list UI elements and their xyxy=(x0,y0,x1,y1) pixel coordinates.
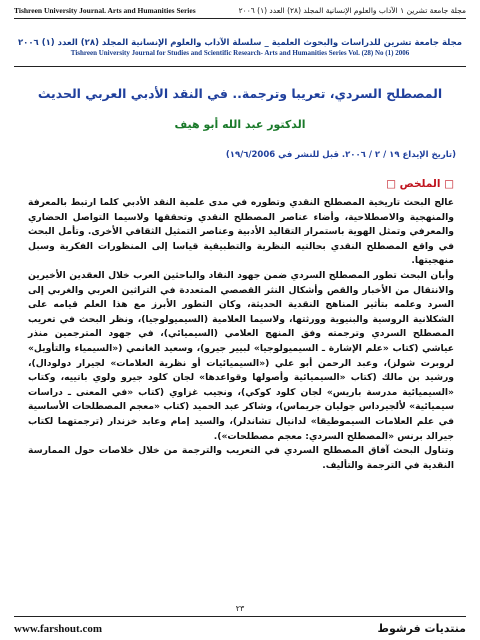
running-header-arabic: مجلة جامعة تشرين ١ الآداب والعلوم الإنسانية المجلد (٢٨) العدد (١) ٢٠٠٦ xyxy=(238,5,466,15)
footer-website[interactable]: www.farshout.com xyxy=(14,623,102,635)
running-header xyxy=(14,4,466,16)
journal-info-rule xyxy=(14,66,466,67)
page-footer xyxy=(14,622,466,635)
journal-info-arabic: مجلة جامعة تشرين للدراسات والبحوث العلمية _ سلسلة الآداب والعلوم الإنسانية المجلد (٢٨) العدد (١) ٢٠٠٦ xyxy=(17,38,463,48)
running-header-english: Tishreen University Journal. Arts and Humanities Series xyxy=(14,5,196,15)
header-rule xyxy=(14,18,466,19)
submission-dates: (تاريخ الإيداع ١٩ / ٢ / ٢٠٠٦. قبل للنشر في ١٩/٦/2006) xyxy=(225,150,456,160)
abstract-paragraph: عالج البحث تاريخية المصطلح النقدي وتطوره في مدى علمية النقد الأدبي كلما ارتبط بالمعرفة والمنهجية والاصطلاحية، وأضاء عناصر المصطلح النقدي وتحققها ولاسيما التواصل الحضاري والمعرفي وتمثل الهوية باستمرار التقاليد الأدبية وعناصر التمثيل الثقافي الأخرى. وتأمل البحث في واقع المصطلح النقدي بحالتيه النظرية والتطبيقية قياسا إلى المنظورات الفكرية وسبل منهجيتها. xyxy=(28,197,454,267)
footer-rule xyxy=(14,616,466,617)
journal-info-block xyxy=(10,38,470,57)
abstract-body xyxy=(28,196,454,473)
page-number: ٢٣ xyxy=(235,604,245,613)
abstract-paragraph: وأبان البحث تطور المصطلح السردي ضمن جهود النقاد والباحثين العرب خلال العقدين الأخيرين والانتقال من الأخبار والقص وأشكال النثر القصصي المتعددة في التراثين العربي والغربي إلى السرد وعلمه بتأثير المناهج النقدية الحديثة، وكان التطور الأبرز مع هذا العلم قيامه على الشكلانية الروسية والبنيوية وورثتها، ولاسيما العلامية (السيميولوجيا)، ونظر البحث في تعريب المصطلح السردي وترجمته وفق المنهج العلامي (السيميائي)، في جهود المترجمين منذر عياشي (كتاب «علم الإشارة ـ السيميولوجيا» لبيير جيرو)، وسعيد الغانمي («السيمياء والتأويل» لروبرت شولز)، وعبد الرحمن أبو علي («السيميائيات أو نظرية العلامات» لجيرار دولودال)، ورشيد بن مالك (كتاب «السيميائية وأصولها وقواعدها» لجان كلود جيرو ولوي باتييه، وكتاب «السيميائية مدرسة باريس» لجان كلود كوكي)، ونجيب غزاوي (كتاب «في المعنى ـ دراسات سيميائية» لألجيرداس جوليان جريماس)، وشاكر عبد الحميد (كتاب «معجم المصطلحات الأساسية في علم العلامات السيموطيقا» لدانيال تشاندلر)، والسيد إمام وعابد خزندار (ترجمتهما لكتاب جيرالد برنس «المصطلح السردي: معجم مصطلحات»). xyxy=(28,269,454,442)
article-title: المصطلح السردي، تعريبا وترجمة.. في النقد الأدبي العربي الحديث xyxy=(37,86,443,101)
journal-info-english: Tishreen University Journal for Studies and Scientific Research- Arts and Humanities Series Vol. (28) No (1) 2006 xyxy=(70,49,410,57)
abstract-paragraph: وتناول البحث آفاق المصطلح السردي في التعريب والترجمة من خلال خلاصات حول الممارسة النقدية في الترجمة والتأليف. xyxy=(28,445,454,471)
article-author: الدكتور عبد الله أبو هيف xyxy=(174,118,306,131)
footer-forum-label: منتديات فرشوط xyxy=(377,622,466,635)
abstract-heading: □ الملخص □ xyxy=(386,178,454,190)
